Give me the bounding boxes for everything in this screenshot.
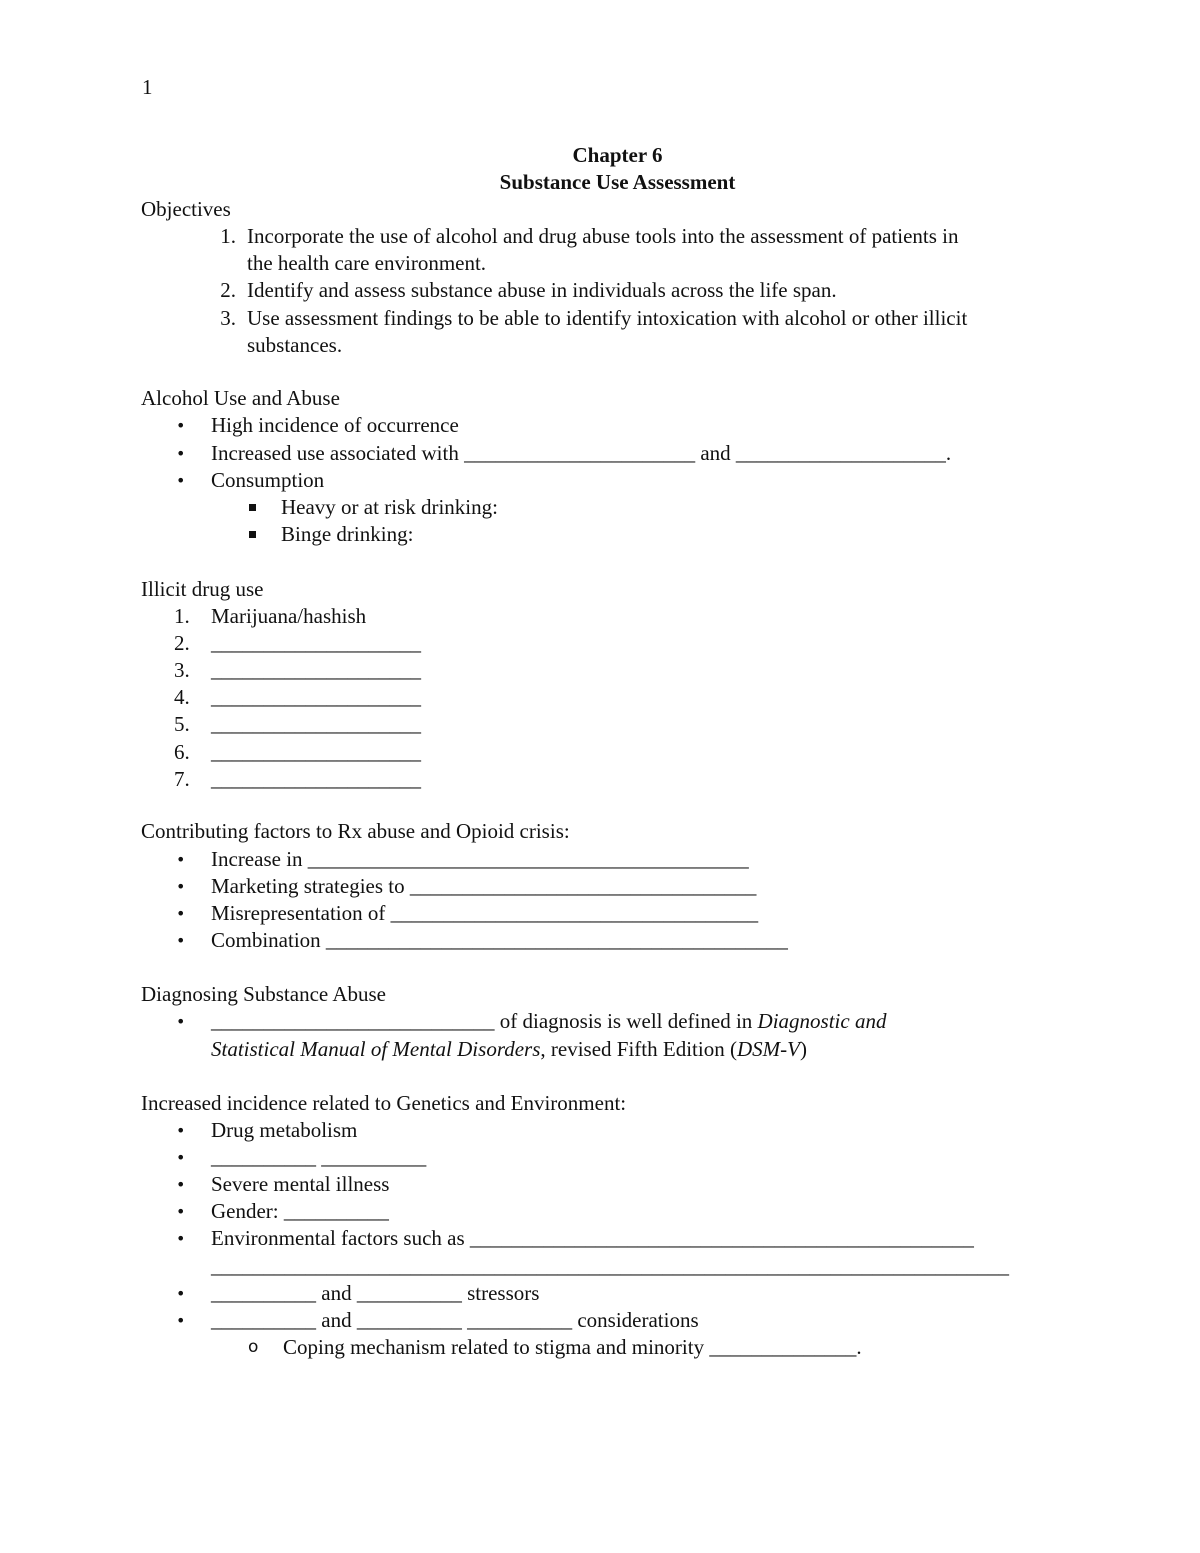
alcohol-bullet: Consumption — [211, 468, 325, 492]
diagnosis-text: of diagnosis is well defined in — [494, 1009, 758, 1033]
bullet-icon: • — [176, 931, 186, 950]
bullet-icon: • — [176, 1121, 186, 1140]
bullet-icon: • — [176, 1311, 186, 1330]
objective-text: Use assessment findings to be able to identify intoxication with alcohol or other illicit — [247, 306, 968, 330]
drug-blank: ____________________ — [211, 631, 421, 655]
genetics-bullet: Severe mental illness — [211, 1172, 390, 1196]
dsm-title-part2: Statistical Manual of Mental Disorders — [211, 1037, 541, 1061]
objective-number: 3. — [220, 306, 236, 330]
chapter-title: Chapter 6 — [572, 143, 663, 167]
genetics-bullet-continuation: ____________________________________________________________________________ — [211, 1254, 1009, 1278]
objectives-heading: Objectives — [141, 197, 231, 221]
dsm-edition-text: , revised Fifth Edition ( — [540, 1037, 737, 1061]
drug-number: 2. — [174, 631, 190, 655]
genetics-bullet: Gender: __________ — [211, 1199, 389, 1223]
bullet-icon: • — [176, 1148, 186, 1167]
drug-number: 7. — [174, 767, 190, 791]
square-bullet-icon — [249, 504, 256, 511]
alcohol-bullet: High incidence of occurrence — [211, 413, 459, 437]
diagnosis-blank: ___________________________ — [211, 1009, 495, 1033]
objective-text: Identify and assess substance abuse in individuals across the life span. — [247, 278, 837, 302]
bullet-icon: • — [176, 904, 186, 923]
drug-number: 3. — [174, 658, 190, 682]
objective-text: Incorporate the use of alcohol and drug abuse tools into the assessment of patients in — [247, 224, 959, 248]
bullet-icon: • — [176, 850, 186, 869]
contributing-bullet: Increase in __________________________________________ — [211, 847, 749, 871]
bullet-icon: • — [176, 1175, 186, 1194]
contributing-heading: Contributing factors to Rx abuse and Opioid crisis: — [141, 819, 570, 843]
genetics-bullet: Drug metabolism — [211, 1118, 358, 1142]
illicit-heading: Illicit drug use — [141, 577, 264, 601]
alcohol-heading: Alcohol Use and Abuse — [141, 386, 340, 410]
objective-number: 2. — [220, 278, 236, 302]
bullet-icon: • — [176, 877, 186, 896]
contributing-bullet: Misrepresentation of ___________________________________ — [211, 901, 759, 925]
hollow-circle-bullet-icon: o — [248, 1337, 259, 1357]
drug-blank: ____________________ — [211, 685, 421, 709]
dsm-close-paren: ) — [799, 1037, 807, 1061]
objective-text-continued: the health care environment. — [247, 251, 487, 275]
objective-text-continued: substances. — [247, 333, 343, 357]
genetics-heading: Increased incidence related to Genetics and Environment: — [141, 1091, 627, 1115]
genetics-bullet: __________ and __________ stressors — [211, 1281, 540, 1305]
contributing-bullet: Combination ____________________________________________ — [211, 928, 788, 952]
bullet-icon: • — [176, 416, 186, 435]
bullet-icon: • — [176, 1229, 186, 1248]
consumption-sub-bullet: Binge drinking: — [281, 522, 414, 546]
drug-number: 1. — [174, 604, 190, 628]
square-bullet-icon — [249, 531, 256, 538]
drug-blank: ____________________ — [211, 658, 421, 682]
genetics-bullet: __________ and __________ __________ considerations — [211, 1308, 699, 1332]
contributing-bullet: Marketing strategies to _________________________________ — [211, 874, 757, 898]
alcohol-bullet: Increased use associated with ______________________ and ____________________. — [211, 441, 952, 465]
page-number: 1 — [142, 75, 153, 99]
genetics-bullet: __________ __________ — [211, 1145, 427, 1169]
bullet-icon: • — [176, 471, 186, 490]
consumption-sub-bullet: Heavy or at risk drinking: — [281, 495, 498, 519]
diagnosing-heading: Diagnosing Substance Abuse — [141, 982, 386, 1006]
coping-sub-item: Coping mechanism related to stigma and minority ______________. — [283, 1335, 862, 1359]
drug-number: 4. — [174, 685, 190, 709]
bullet-icon: • — [176, 1202, 186, 1221]
diagnosing-bullet-line2 — [211, 1036, 807, 1063]
bullet-icon: • — [176, 444, 186, 463]
dsm-abbreviation: DSM-V — [736, 1037, 800, 1061]
bullet-icon: • — [176, 1284, 186, 1303]
drug-item: Marijuana/hashish — [211, 604, 367, 628]
genetics-bullet: Environmental factors such as ________________________________________________ — [211, 1226, 974, 1250]
chapter-subtitle: Substance Use Assessment — [499, 170, 736, 194]
drug-number: 6. — [174, 740, 190, 764]
drug-blank: ____________________ — [211, 767, 421, 791]
drug-blank: ____________________ — [211, 740, 421, 764]
dsm-title-part1: Diagnostic and — [757, 1009, 887, 1033]
drug-blank: ____________________ — [211, 712, 421, 736]
bullet-icon: • — [176, 1012, 186, 1031]
drug-number: 5. — [174, 712, 190, 736]
diagnosing-bullet-line1 — [211, 1008, 886, 1035]
objective-number: 1. — [220, 224, 236, 248]
